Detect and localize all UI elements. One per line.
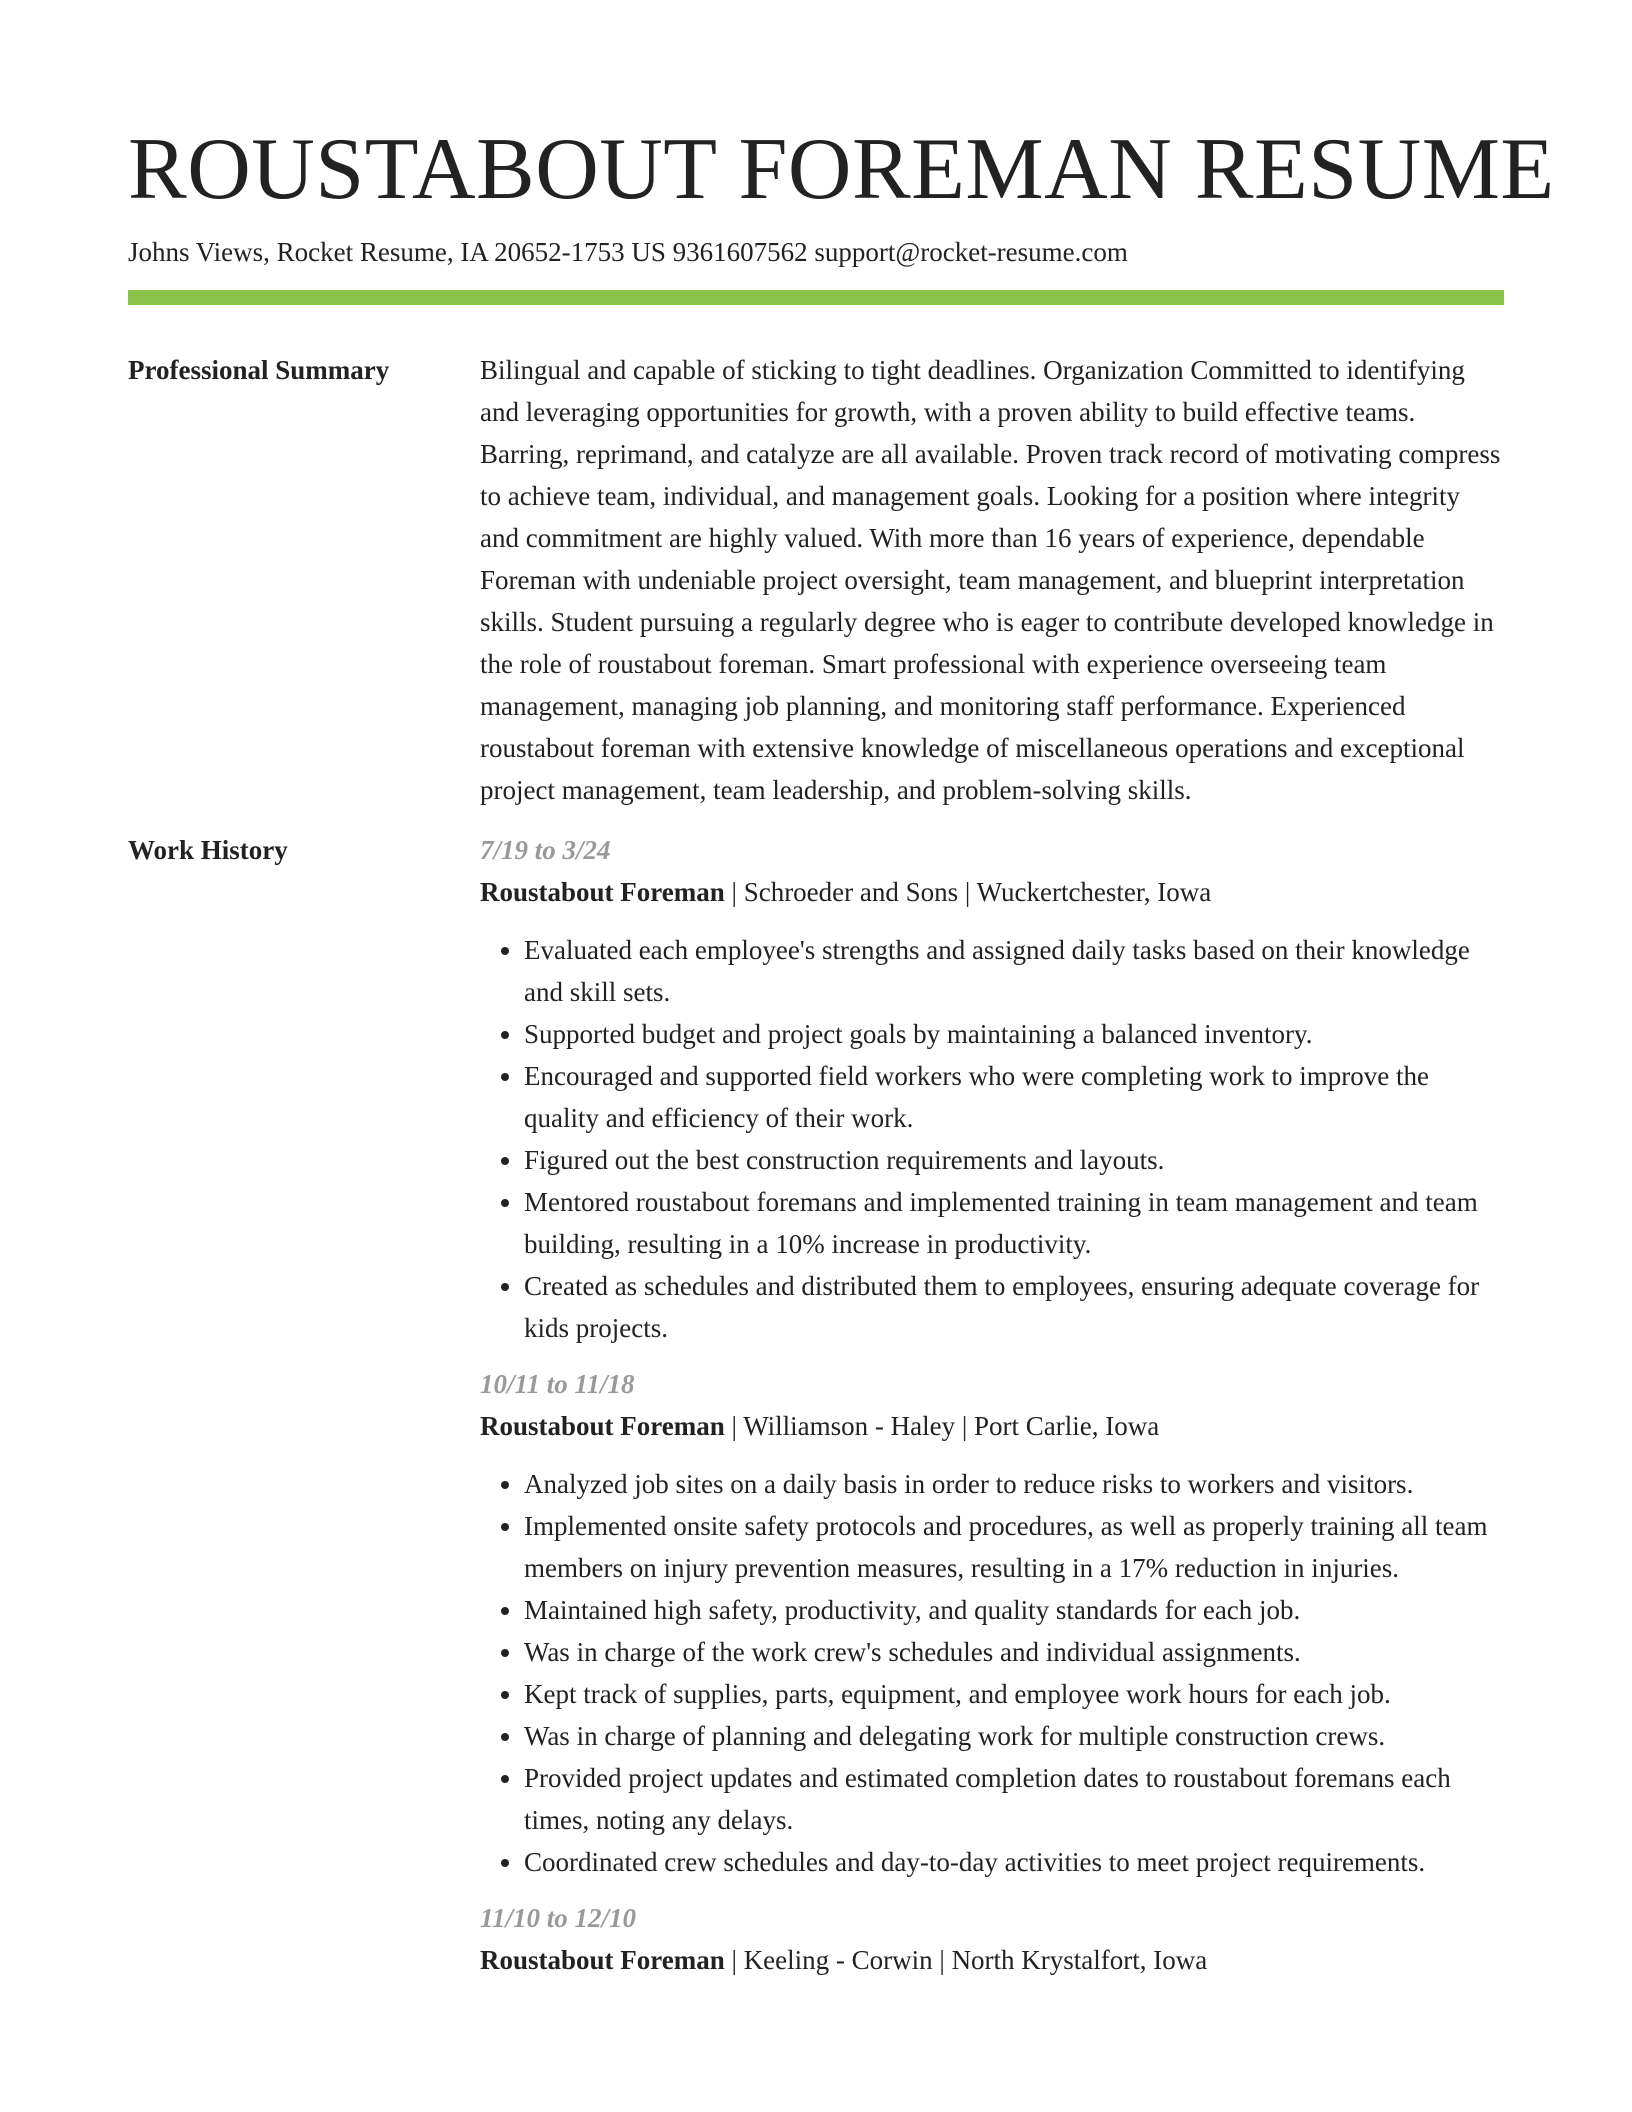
job-entry	[480, 1897, 1504, 1981]
job-bullet: • Kept track of supplies, parts, equipment, and employee work hours for each job.	[524, 1673, 1504, 1715]
work-history-list	[480, 829, 1504, 1995]
job-location: Wuckertchester, Iowa	[976, 877, 1212, 907]
job-entry	[480, 829, 1504, 1349]
job-bullet: • Implemented onsite safety protocols and procedures, as well as properly training all team members on injury prevention measures, resulting in a 17% reduction in injuries.	[524, 1505, 1504, 1589]
job-bullet: • Coordinated crew schedules and day-to-day activities to meet project requirements.	[524, 1841, 1504, 1883]
job-heading	[480, 871, 1504, 913]
job-heading	[480, 1405, 1504, 1447]
job-bullet-list	[480, 1463, 1504, 1883]
job-company: Schroeder and Sons	[743, 877, 959, 907]
separator: |	[724, 877, 744, 907]
professional-summary-section	[128, 349, 1504, 811]
job-company: Williamson - Haley	[743, 1411, 956, 1441]
job-dates: 11/10 to 12/10	[480, 1903, 637, 1933]
separator: |	[955, 1411, 974, 1441]
work-history-section	[128, 829, 1504, 1995]
job-bullet-list	[480, 929, 1504, 1349]
job-bullet: • Maintained high safety, productivity, and quality standards for each job.	[524, 1589, 1504, 1631]
job-heading	[480, 1939, 1504, 1981]
job-title: Roustabout Foreman	[480, 1411, 725, 1441]
job-bullet: • Supported budget and project goals by maintaining a balanced inventory.	[524, 1013, 1504, 1055]
section-label-work-history: Work History	[128, 835, 288, 865]
contact-line: Johns Views, Rocket Resume, IA 20652-1753 US 9361607562 support@rocket-resume.com	[128, 237, 1128, 267]
separator: |	[724, 1411, 744, 1441]
job-bullet: • Evaluated each employee's strengths and assigned daily tasks based on their knowledge and skill sets.	[524, 929, 1504, 1013]
job-dates: 10/11 to 11/18	[480, 1369, 635, 1399]
job-company: Keeling - Corwin	[743, 1945, 933, 1975]
job-title: Roustabout Foreman	[480, 1945, 725, 1975]
separator: |	[958, 877, 977, 907]
section-label-summary: Professional Summary	[128, 355, 390, 385]
job-bullet: • Mentored roustabout foremans and implemented training in team management and team building, resulting in a 10% increase in productivity.	[524, 1181, 1504, 1265]
job-dates: 7/19 to 3/24	[480, 835, 611, 865]
summary-text: Bilingual and capable of sticking to tight deadlines. Organization Committed to identifying and leveraging opportunities for growth, with a proven ability to build effective teams. Barring, reprimand, and catalyze are all available. Proven track record of motivating compress to achieve team, individual, and management goals. Looking for a position where integrity and commitment are highly valued. With more than 16 years of experience, dependable Foreman with undeniable project oversight, team management, and blueprint interpretation skills. Student pursuing a regularly degree who is eager to contribute developed knowledge in the role of roustabout foreman. Smart professional with experience overseeing team management, managing job planning, and monitoring staff performance. Experienced roustabout foreman with extensive knowledge of miscellaneous operations and exceptional project management, team leadership, and problem-solving skills.	[480, 355, 1501, 805]
job-bullet: • Figured out the best construction requirements and layouts.	[524, 1139, 1504, 1181]
resume-title: ROUSTABOUT FOREMAN RESUME	[128, 121, 1555, 218]
summary-body	[480, 349, 1504, 811]
job-bullet: • Provided project updates and estimated completion dates to roustabout foremans each times, noting any delays.	[524, 1757, 1504, 1841]
job-bullet: • Was in charge of the work crew's schedules and individual assignments.	[524, 1631, 1504, 1673]
resume-page	[128, 120, 1555, 1995]
job-location: North Krystalfort, Iowa	[951, 1945, 1208, 1975]
accent-divider	[128, 290, 1504, 305]
job-location: Port Carlie, Iowa	[973, 1411, 1160, 1441]
separator: |	[724, 1945, 744, 1975]
job-title: Roustabout Foreman	[480, 877, 725, 907]
job-bullet: • Was in charge of planning and delegating work for multiple construction crews.	[524, 1715, 1504, 1757]
job-entry	[480, 1363, 1504, 1883]
separator: |	[932, 1945, 952, 1975]
job-bullet: • Encouraged and supported field workers who were completing work to improve the quality and efficiency of their work.	[524, 1055, 1504, 1139]
job-bullet: • Analyzed job sites on a daily basis in order to reduce risks to workers and visitors.	[524, 1463, 1504, 1505]
job-bullet: • Created as schedules and distributed them to employees, ensuring adequate coverage for kids projects.	[524, 1265, 1504, 1349]
